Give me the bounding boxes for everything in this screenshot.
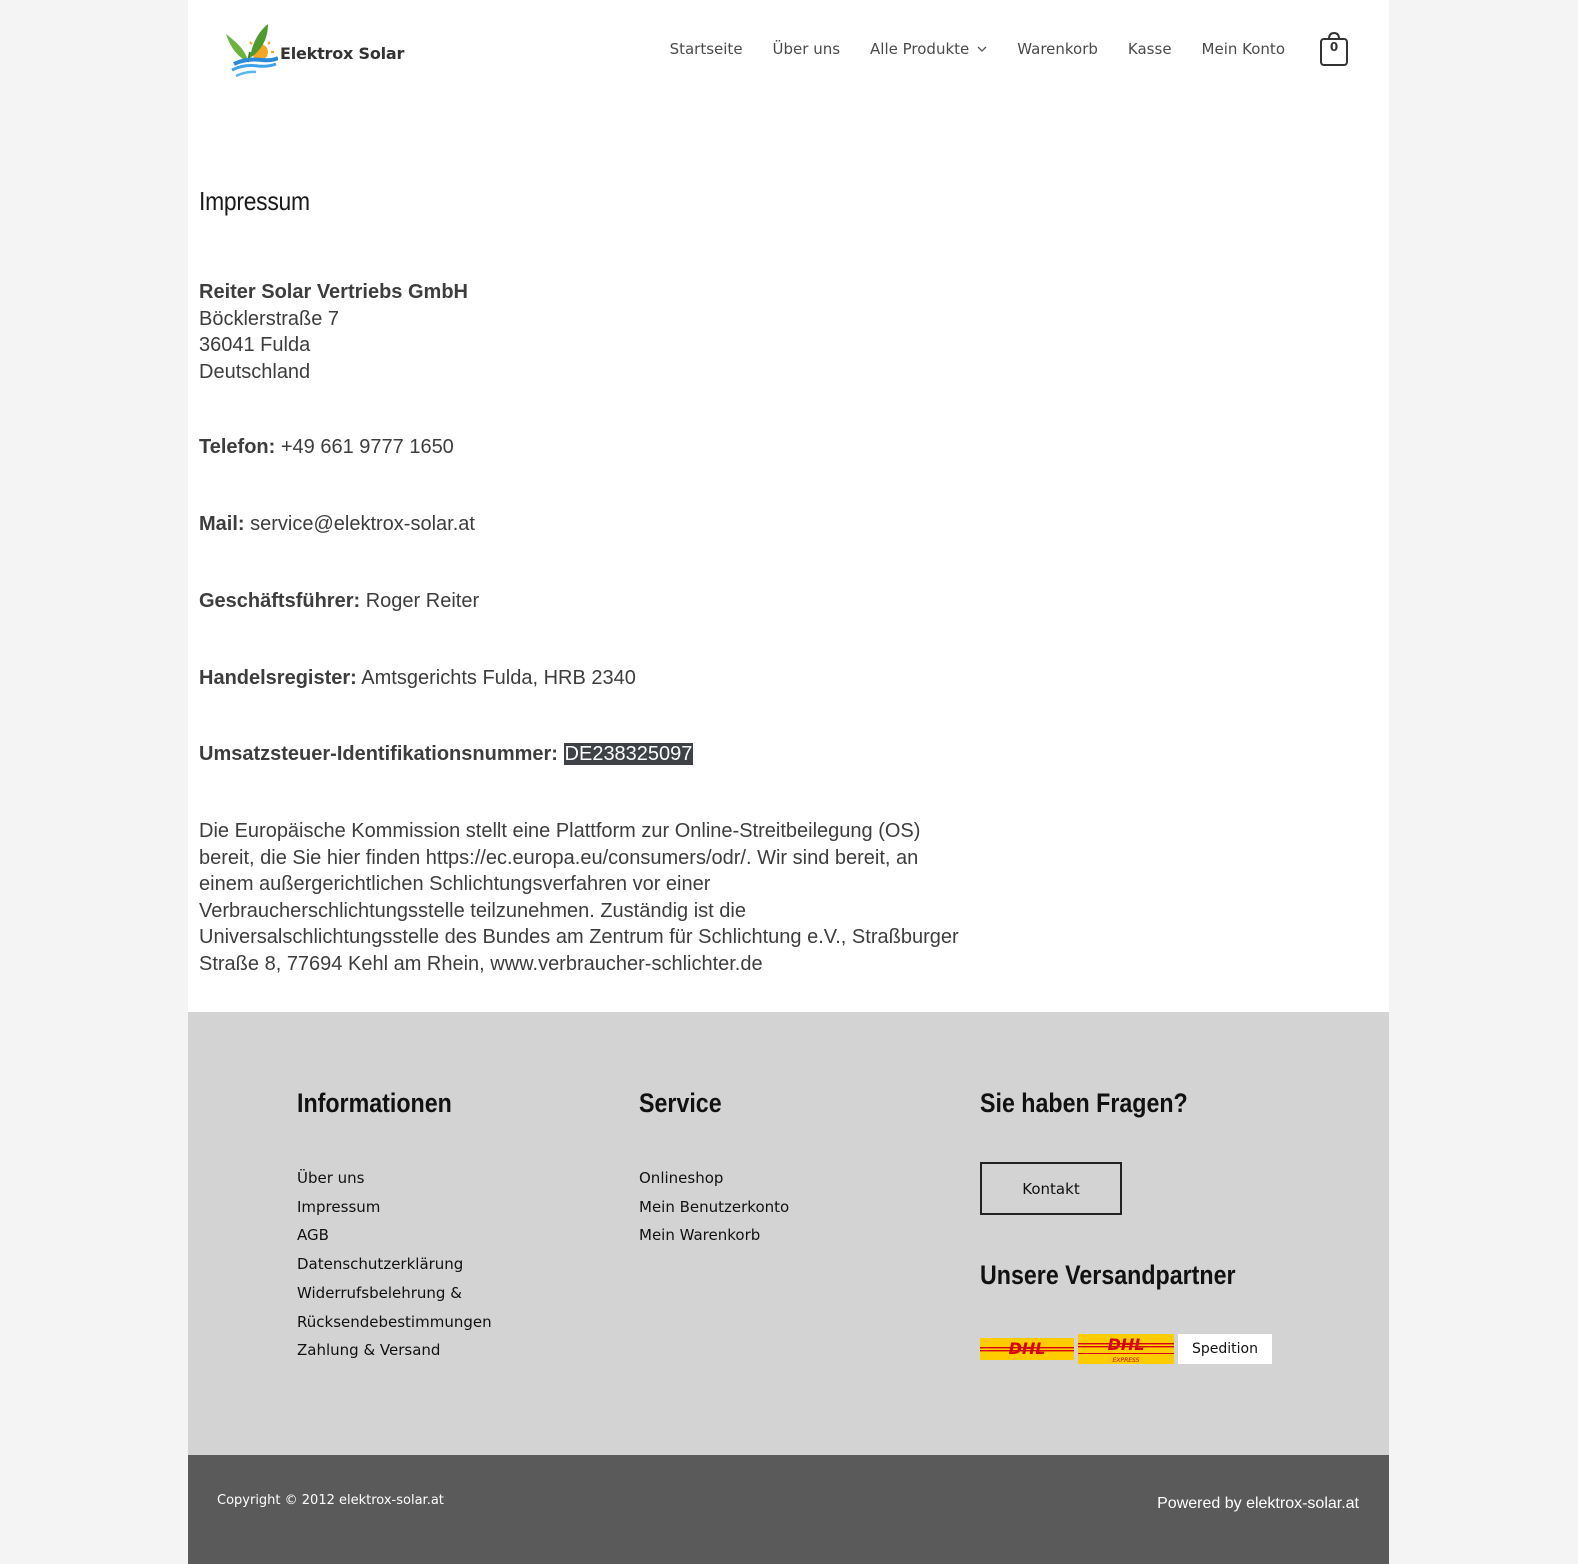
odr-line: Universalschlichtungsstelle des Bundes am Zentrum für Schlichtung e.V., Straßburger	[199, 926, 959, 948]
manager-label: Geschäftsführer:	[199, 590, 361, 612]
footer-contact-column	[980, 1088, 1280, 1408]
nav-warenkorb[interactable]: Warenkorb	[1017, 40, 1098, 58]
powered-by-text: Powered by elektrox-solar.at	[1157, 1495, 1359, 1512]
dhl-express-label: EXPRESS	[1112, 1357, 1140, 1364]
footer-link-ueber-uns[interactable]: Über uns	[297, 1169, 365, 1187]
manager-value: Roger Reiter	[365, 590, 480, 612]
mail-value: service@elektrox-solar.at	[250, 513, 475, 535]
nav-startseite[interactable]: Startseite	[669, 40, 743, 58]
site-footer	[188, 1012, 1389, 1455]
dhl-express-logo	[1078, 1334, 1174, 1364]
odr-line: bereit, die Sie hier finden https://ec.europa.eu/consumers/odr/. Wir sind bereit, an	[199, 846, 919, 869]
logo-text: Elektrox Solar	[280, 43, 405, 63]
shipping-partners	[980, 1334, 1272, 1364]
spedition-badge: Spedition	[1178, 1334, 1272, 1364]
footer-info-title: Informationen	[297, 1088, 452, 1118]
odr-line: Die Europäische Kommission stellt eine Plattform zur Online-Streitbeilegung (OS)	[199, 820, 921, 842]
vat-value: DE238325097	[564, 743, 693, 765]
nav-mein-konto[interactable]: Mein Konto	[1201, 40, 1285, 58]
footer-link-ruecksende[interactable]: Rücksendebestimmungen	[297, 1312, 492, 1331]
phone-line	[199, 434, 454, 461]
address-country: Deutschland	[199, 360, 311, 383]
register-line	[199, 665, 636, 692]
register-label: Handelsregister:	[199, 667, 357, 689]
odr-line: Verbraucherschlichtungsstelle teilzunehmen. Zuständig ist die	[199, 899, 746, 922]
company-name: Reiter Solar Vertriebs GmbH	[199, 281, 468, 303]
footer-info-list	[297, 1164, 492, 1365]
vat-line	[199, 741, 693, 768]
nav-ueber-uns[interactable]: Über uns	[772, 40, 841, 58]
phone-value: +49 661 9777 1650	[280, 436, 454, 458]
dhl-express-logo-text: DHL	[1107, 1335, 1145, 1354]
footer-link-impressum[interactable]: Impressum	[297, 1197, 381, 1216]
site-header	[188, 0, 1389, 104]
footer-questions-title: Sie haben Fragen?	[980, 1088, 1188, 1118]
main-nav	[640, 40, 1285, 58]
odr-paragraph	[199, 818, 989, 977]
chevron-down-icon[interactable]	[977, 44, 987, 54]
footer-link-agb[interactable]: AGB	[297, 1226, 329, 1245]
odr-line: Straße 8, 77694 Kehl am Rhein, www.verbraucher-schlichter.de	[199, 952, 763, 975]
footer-link-onlineshop[interactable]: Onlineshop	[639, 1169, 724, 1187]
page-title: Impressum	[199, 186, 310, 216]
nav-alle-produkte[interactable]	[870, 40, 987, 58]
dhl-logo-text: DHL	[1008, 1339, 1046, 1358]
footer-link-datenschutz[interactable]: Datenschutzerklärung	[297, 1255, 464, 1274]
footer-service-column	[639, 1088, 789, 1250]
footer-info-column	[297, 1088, 492, 1365]
address-city: 36041 Fulda	[199, 334, 311, 356]
phone-label: Telefon:	[199, 436, 276, 458]
page	[188, 0, 1389, 1564]
register-value: Amtsgerichts Fulda, HRB 2340	[361, 667, 636, 689]
footer-shipping-title: Unsere Versandpartner	[980, 1260, 1236, 1290]
footer-link-widerruf[interactable]: Widerrufsbelehrung &	[297, 1283, 462, 1302]
footer-service-title: Service	[639, 1088, 722, 1118]
manager-line	[199, 588, 479, 615]
mail-label: Mail:	[199, 513, 245, 535]
odr-line: einem außergerichtlichen Schlichtungsverfahren vor einer	[199, 873, 711, 895]
mail-line	[199, 511, 475, 538]
footer-link-benutzerkonto[interactable]: Mein Benutzerkonto	[639, 1197, 790, 1216]
cart-button[interactable]	[1319, 32, 1349, 66]
vat-label: Umsatzsteuer-Identifikationsnummer:	[199, 743, 558, 765]
nav-alle-produkte-label: Alle Produkte	[870, 40, 970, 58]
dhl-logo	[980, 1338, 1074, 1360]
site-logo[interactable]	[226, 22, 404, 78]
footer-link-warenkorb[interactable]: Mein Warenkorb	[639, 1226, 761, 1245]
footer-service-list	[639, 1164, 789, 1250]
footer-link-zahlung[interactable]: Zahlung & Versand	[297, 1341, 441, 1360]
copyright-text: Copyright © 2012 elektrox-solar.at	[217, 1493, 444, 1508]
leaf-sun-logo	[226, 22, 278, 78]
kontakt-button[interactable]: Kontakt	[980, 1162, 1122, 1215]
bottom-bar	[188, 1455, 1389, 1564]
nav-kasse[interactable]: Kasse	[1127, 40, 1172, 58]
company-address	[199, 279, 468, 385]
address-street: Böcklerstraße 7	[199, 307, 340, 330]
cart-count: 0	[1329, 40, 1339, 54]
